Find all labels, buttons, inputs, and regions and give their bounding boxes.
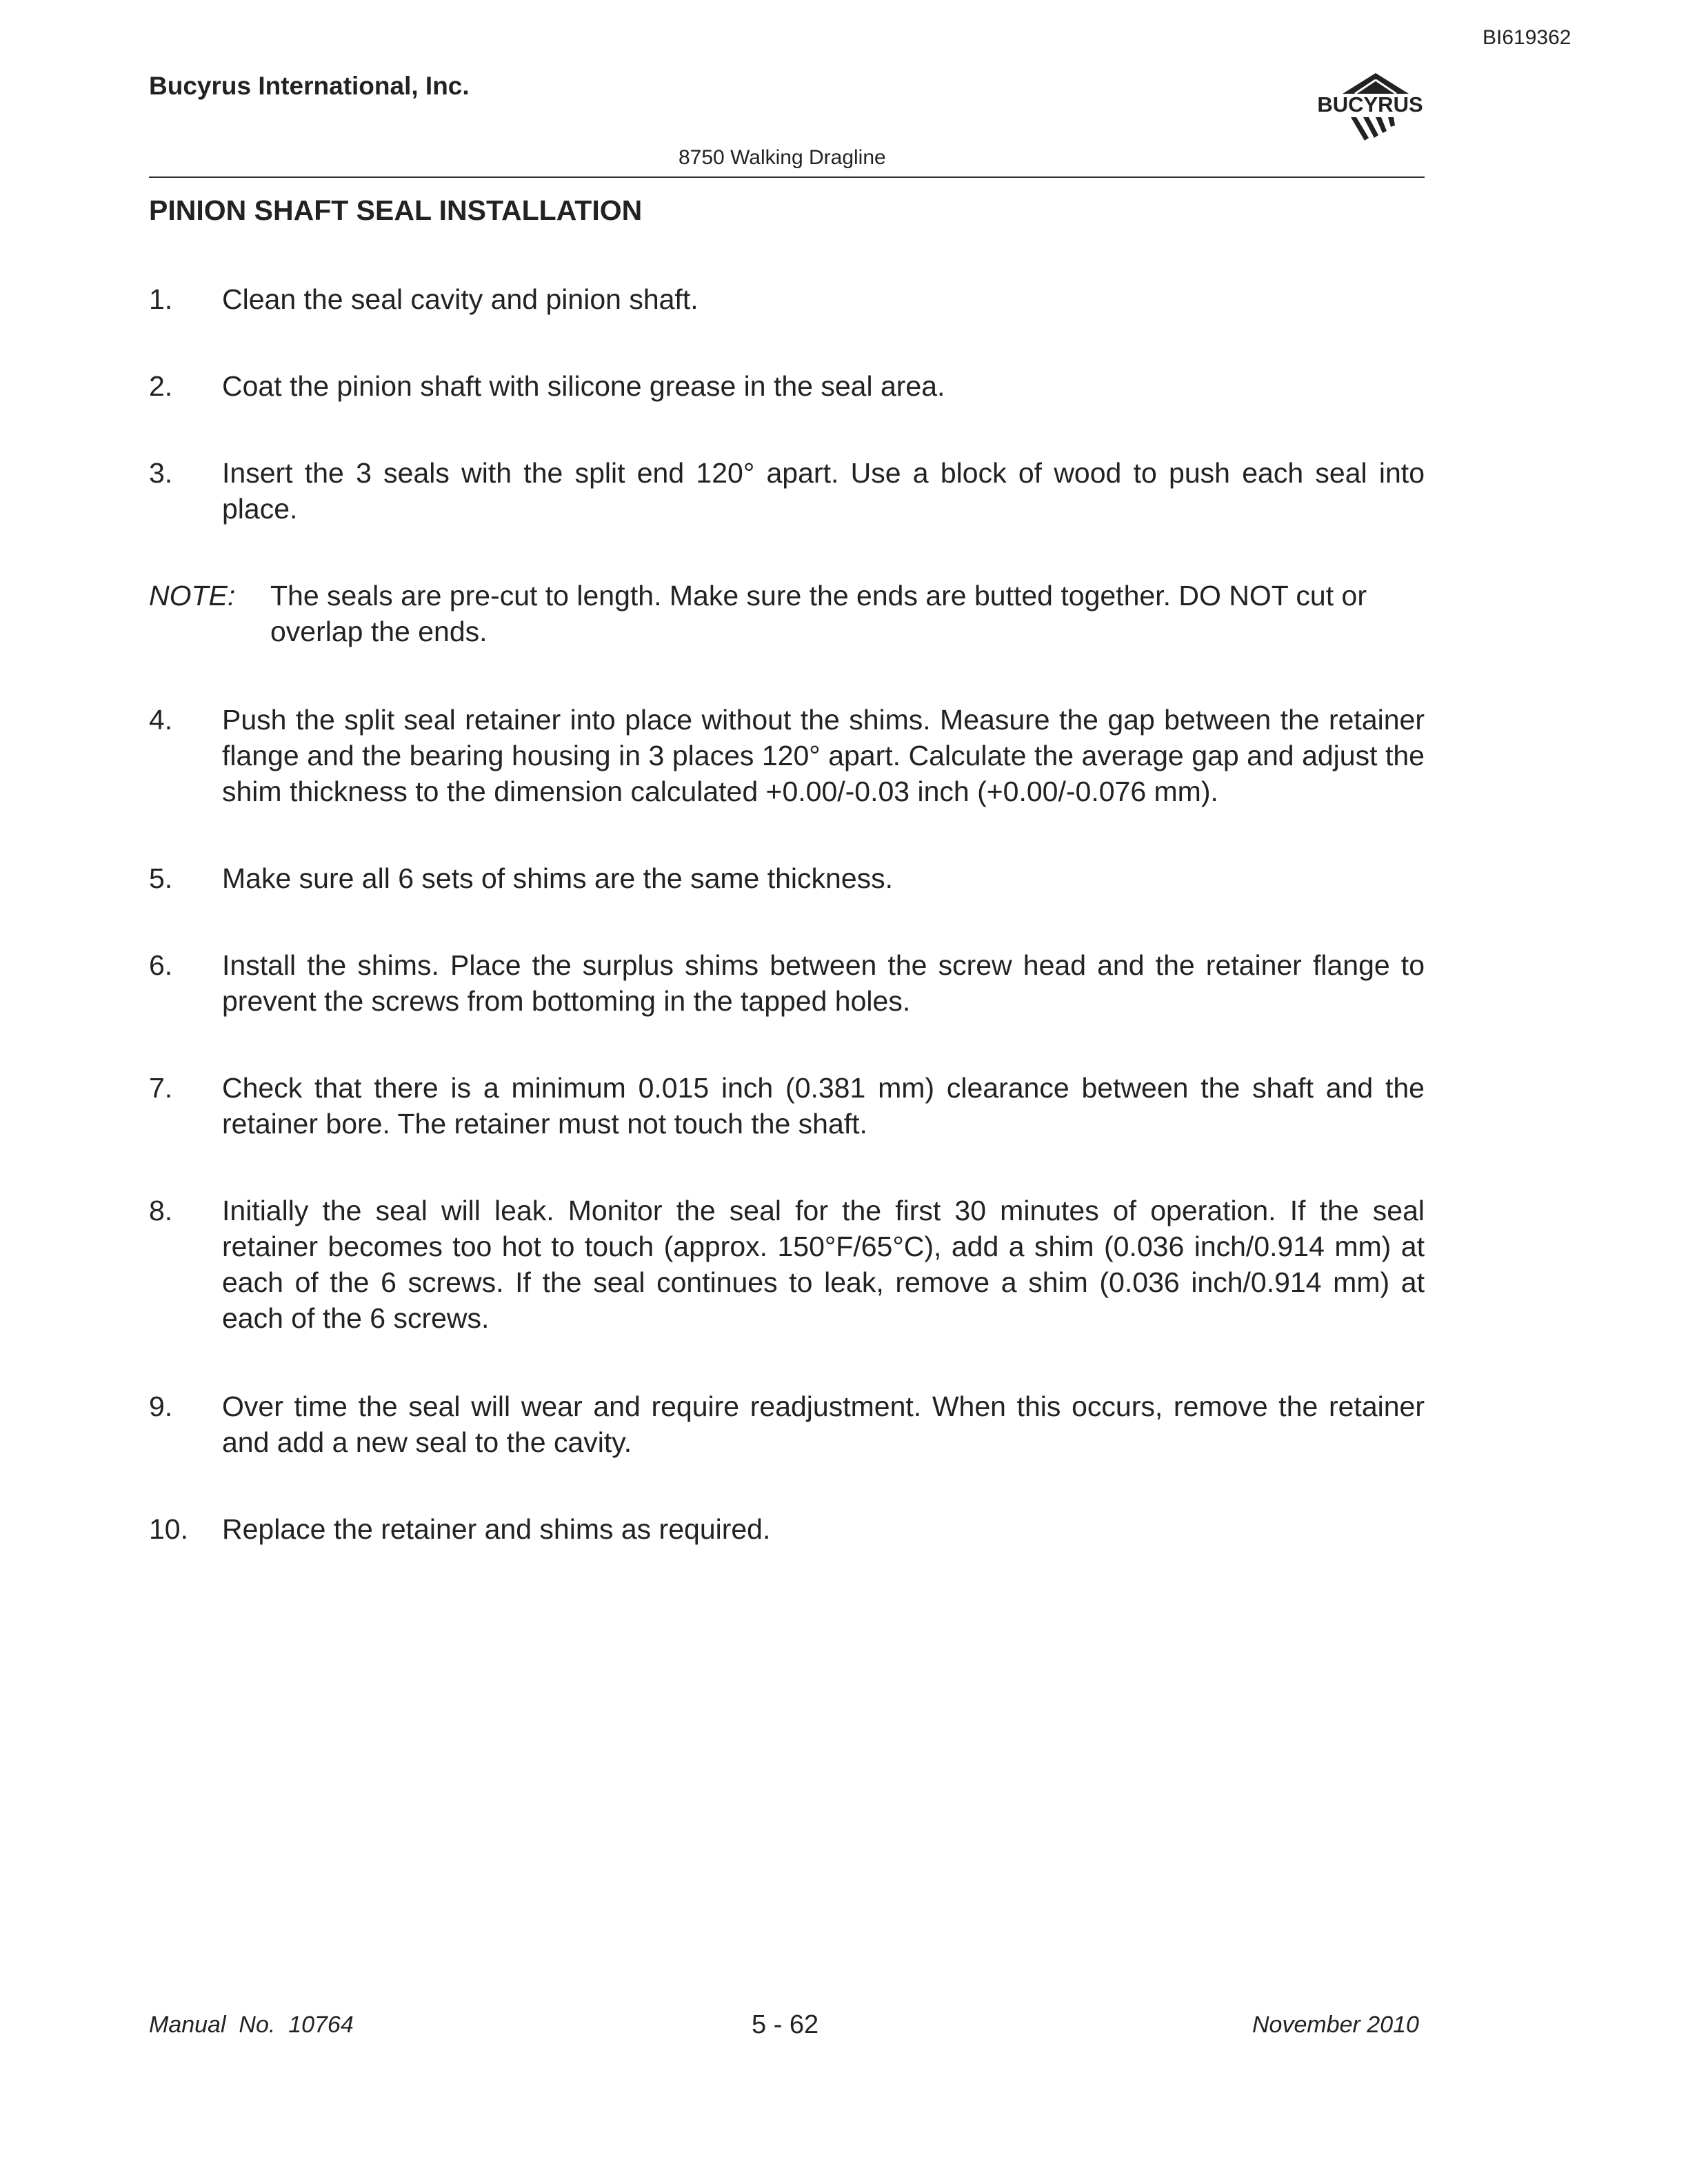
step-7 bbox=[149, 1070, 1425, 1142]
step-9 bbox=[149, 1388, 1425, 1460]
bucyrus-logo bbox=[1307, 69, 1434, 150]
step-3 bbox=[149, 455, 1425, 527]
step-1 bbox=[149, 281, 1425, 317]
step-number: 6. bbox=[149, 949, 173, 981]
step-number: 3. bbox=[149, 457, 173, 489]
note bbox=[149, 578, 1425, 649]
step-text: Over time the seal will wear and require readjustment. When this occurs, remove the retainer and add a new seal to the cavity. bbox=[222, 1391, 1425, 1458]
section-title: PINION SHAFT SEAL INSTALLATION bbox=[149, 194, 643, 226]
step-6 bbox=[149, 947, 1425, 1019]
document-id: BI619362 bbox=[1483, 26, 1571, 49]
step-4 bbox=[149, 702, 1425, 809]
step-5 bbox=[149, 860, 1425, 896]
step-8 bbox=[149, 1193, 1425, 1336]
step-text: Replace the retainer and shims as required. bbox=[222, 1513, 771, 1545]
step-text: Make sure all 6 sets of shims are the same thickness. bbox=[222, 862, 894, 894]
company-name: Bucyrus International, Inc. bbox=[149, 72, 470, 100]
page-number: 5 - 62 bbox=[752, 2010, 819, 2039]
step-text: Install the shims. Place the surplus shims between the screw head and the retainer flange to prevent the screws from bottoming in the tapped holes. bbox=[222, 949, 1425, 1017]
step-number: 7. bbox=[149, 1072, 173, 1104]
step-text: Insert the 3 seals with the split end 120° apart. Use a block of wood to push each seal into place. bbox=[222, 457, 1425, 525]
step-2 bbox=[149, 368, 1425, 404]
step-number: 8. bbox=[149, 1195, 173, 1226]
publication-date: November 2010 bbox=[1252, 2012, 1419, 2038]
step-number: 4. bbox=[149, 704, 173, 736]
step-text: Push the split seal retainer into place without the shims. Measure the gap between the retainer flange and the bearing housing in 3 places 120° apart. Calculate the average gap and adjust the shim thickness to the dimension calculated +0.00/-0.03 inch (+0.00/-0.076 mm). bbox=[222, 704, 1425, 807]
step-text: Coat the pinion shaft with silicone grease in the seal area. bbox=[222, 370, 945, 402]
step-text: Clean the seal cavity and pinion shaft. bbox=[222, 283, 699, 315]
logo-text: BUCYRUS bbox=[1317, 92, 1423, 117]
step-number: 9. bbox=[149, 1391, 173, 1422]
note-label: NOTE: bbox=[149, 580, 236, 611]
note-text: The seals are pre-cut to length. Make sure the ends are butted together. DO NOT cut or overlap the ends. bbox=[270, 580, 1367, 647]
step-number: 1. bbox=[149, 283, 173, 315]
step-text: Check that there is a minimum 0.015 inch (0.381 mm) clearance between the shaft and the retainer bore. The retainer must not touch the shaft. bbox=[222, 1072, 1425, 1140]
step-10 bbox=[149, 1511, 1425, 1547]
step-text: Initially the seal will leak. Monitor the seal for the first 30 minutes of operation. If the seal retainer becomes too hot to touch (approx. 150°F/65°C), add a shim (0.036 inch/0.914 mm) at each of the 6 screws. If the seal continues to leak, remove a shim (0.036 inch/0.914 mm) at each of the 6 screws. bbox=[222, 1195, 1425, 1334]
step-number: 2. bbox=[149, 370, 173, 402]
manual-subtitle: 8750 Walking Dragline bbox=[679, 146, 886, 169]
step-number: 10. bbox=[149, 1513, 188, 1545]
header-divider bbox=[149, 176, 1425, 178]
step-number: 5. bbox=[149, 862, 173, 894]
manual-number: Manual No. 10764 bbox=[149, 2012, 354, 2038]
